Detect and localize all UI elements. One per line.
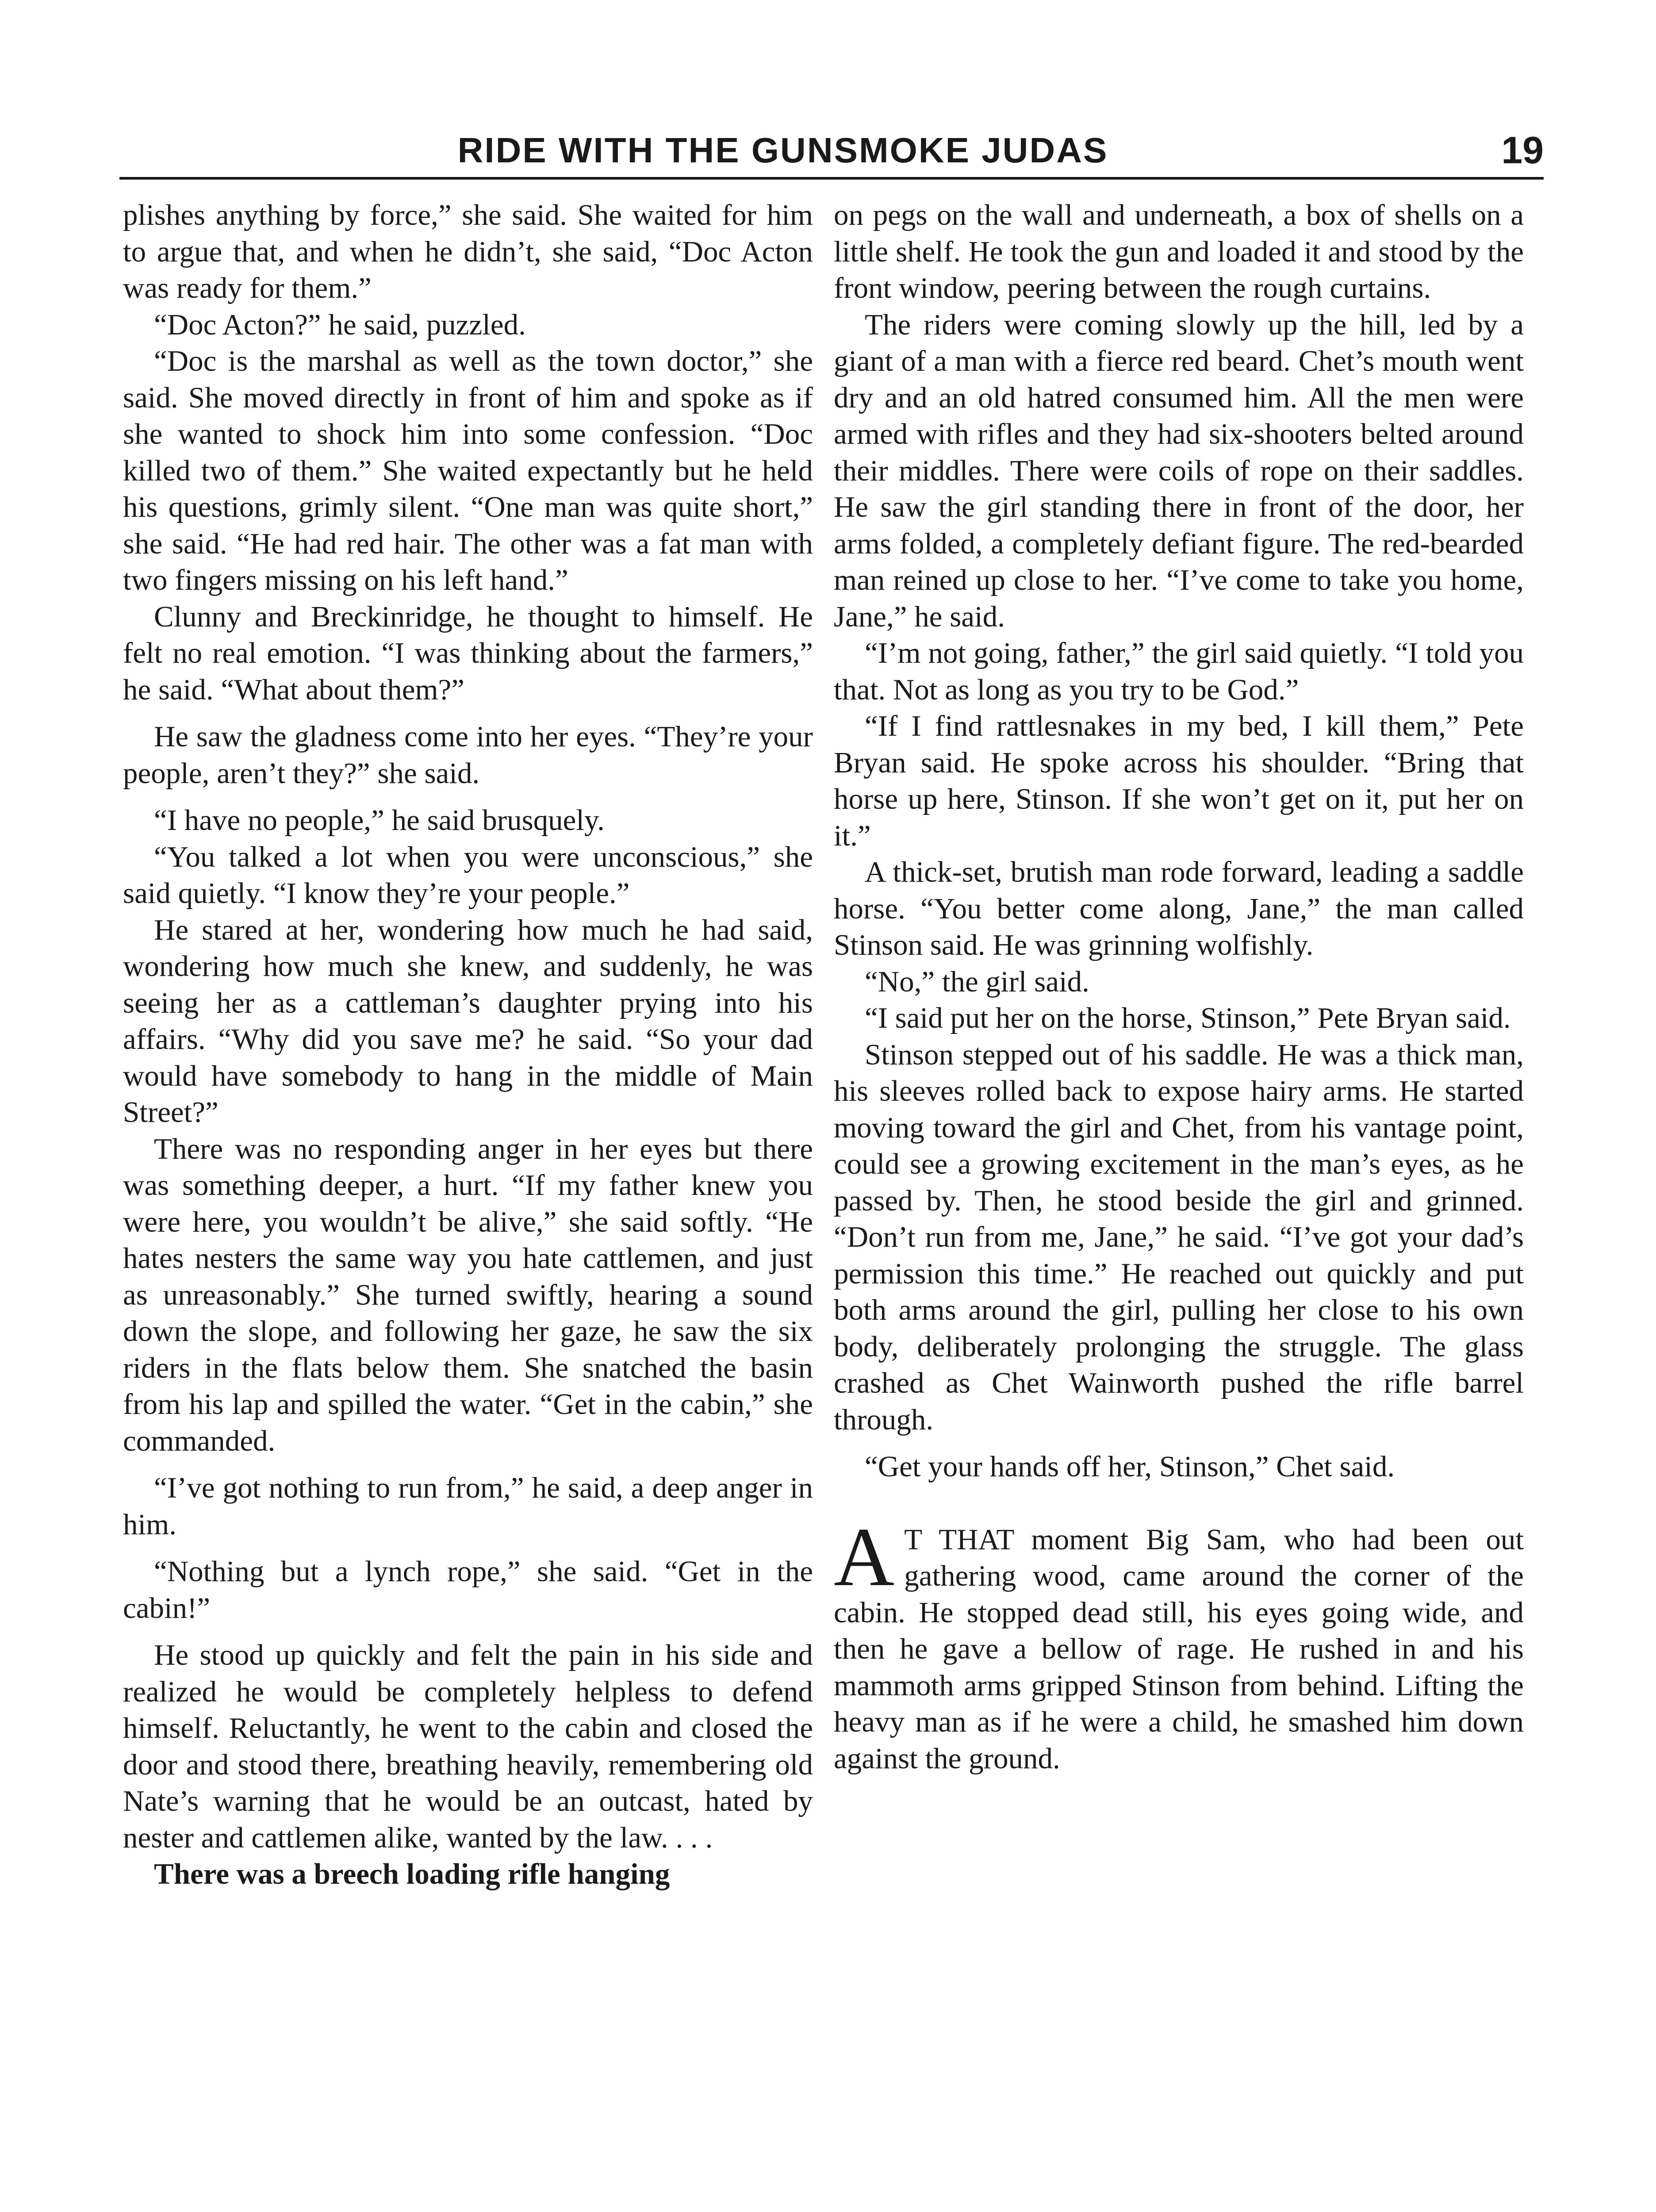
- header-rule: [119, 177, 1544, 180]
- paragraph: “Doc Acton?” he said, puzzled.: [154, 308, 526, 341]
- page-number: 19: [1501, 129, 1544, 172]
- paragraph: He saw the gladness come into her eyes. “They’re your people, aren’t they?” she said.: [123, 720, 813, 790]
- paragraph: “If I find rattlesnakes in my bed, I kill them,” Pete Bryan said. He spoke across his shoulder. “Bring that horse up here, Stinson. If she won’t get on it, put her on it.”: [834, 710, 1524, 852]
- paragraph: The riders were coming slowly up the hill, led by a giant of a man with a fierce red beard. Chet’s mouth went dry and an old hatred consumed him. All the men were armed with rifles and they had six-shooters belted around their middles. There were coils of rope on their saddles. He saw the girl standing there in front of the door, her arms folded, a completely defiant figure. The red-bearded man reined up close to her. “I’ve come to take you home, Jane,” he said.: [834, 308, 1524, 633]
- running-header: [119, 128, 1544, 177]
- paragraph: “Nothing but a lynch rope,” she said. “Get in the cabin!”: [123, 1555, 813, 1624]
- paragraph: “I have no people,” he said brusquely.: [154, 804, 605, 837]
- paragraph: plishes anything by force,” she said. She waited for him to argue that, and when he didn’t, she said, “Doc Acton was ready for them.”: [123, 199, 813, 304]
- section-text: moment Big Sam, who had been out gathering wood, came around the corner of the cabin. He stopped dead still, his eyes going wide, and then he gave a bellow of rage. He rushed in and his mammoth arms gripped Stinson from behind. Lifting the heavy man as if he were a child, he smashed him down against the ground.: [834, 1523, 1524, 1775]
- paragraph: “I’ve got nothing to run from,” he said, a deep anger in him.: [123, 1471, 813, 1541]
- paragraph: Clunny and Breckinridge, he thought to himself. He felt no real emotion. “I was thinking about the farmers,” he said. “What about them?”: [123, 600, 813, 706]
- paragraph: He stood up quickly and felt the pain in his side and realized he would be completely helpless to defend himself. Reluctantly, he went to the cabin and closed the door and stood there, breathing heavily, remembering old Nate’s warning that he would be an outcast, hated by nester and cattlemen alike, wanted by the law. . . .: [123, 1639, 813, 1854]
- right-column: [834, 197, 1524, 1777]
- paragraph: There was a breech loading rifle hanging: [154, 1858, 670, 1890]
- paragraph: A thick-set, brutish man rode forward, leading a saddle horse. “You better come along, Jane,” the man called Stinson said. He was grinning wolfishly.: [834, 856, 1524, 961]
- paragraph: “No,” the girl said.: [865, 965, 1089, 998]
- section-opening-paragraph: [834, 1510, 1524, 1777]
- paragraph: “Get your hands off her, Stinson,” Chet said.: [865, 1450, 1395, 1483]
- paragraph: “Doc is the marshal as well as the town doctor,” she said. She moved directly in front of him and spoke as if she wanted to shock him into some confession. “Doc killed two of them.” She waited expectantly but he held his questions, grimly silent. “One man was quite short,” she said. “He had red hair. The other was a fat man with two fingers missing on his left hand.”: [123, 345, 813, 596]
- paragraph: “I said put her on the horse, Stinson,” Pete Bryan said.: [865, 1002, 1511, 1034]
- paragraph: Stinson stepped out of his saddle. He was a thick man, his sleeves rolled back to expose hairy arms. He started moving toward the girl and Chet, from his vantage point, could see a growing excitement in the man’s eyes, as he passed by. Then, he stood beside the girl and grinned. “Don’t run from me, Jane,” he said. “I’ve got your dad’s permission this time.” He reached out quickly and put both arms around the girl, pulling her close to his own body, deliberately prolonging the struggle. The glass crashed as Chet Wainworth pushed the rifle barrel through.: [834, 1038, 1524, 1436]
- paragraph: on pegs on the wall and underneath, a box of shells on a little shelf. He took the gun and loaded it and stood by the front window, peering between the rough curtains.: [834, 199, 1524, 304]
- drop-cap: A: [834, 1510, 895, 1604]
- paragraph: There was no responding anger in her eyes but there was something deeper, a hurt. “If my father knew you were here, you wouldn’t be alive,” she said softly. “He hates nesters the same way you hate cattlemen, and just as unreasonably.” She turned swiftly, hearing a sound down the slope, and following her gaze, he saw the six riders in the flats below them. She snatched the basin from his lap and spilled the water. “Get in the cabin,” she commanded.: [123, 1132, 813, 1457]
- left-column: [123, 197, 813, 1893]
- story-title: RIDE WITH THE GUNSMOKE JUDAS: [457, 131, 1108, 170]
- paragraph: “I’m not going, father,” the girl said quietly. “I told you that. Not as long as you try to be God.”: [834, 637, 1524, 706]
- paragraph: “You talked a lot when you were unconscious,” she said quietly. “I know they’re your people.”: [123, 840, 813, 910]
- lead-caps: T THAT: [904, 1523, 1014, 1556]
- paragraph: He stared at her, wondering how much he had said, wondering how much she knew, and suddenly, he was seeing her as a cattleman’s daughter prying into his affairs. “Why did you save me? he said. “So your dad would have somebody to hang in the middle of Main Street?”: [123, 913, 813, 1129]
- section-break: [834, 1485, 1524, 1521]
